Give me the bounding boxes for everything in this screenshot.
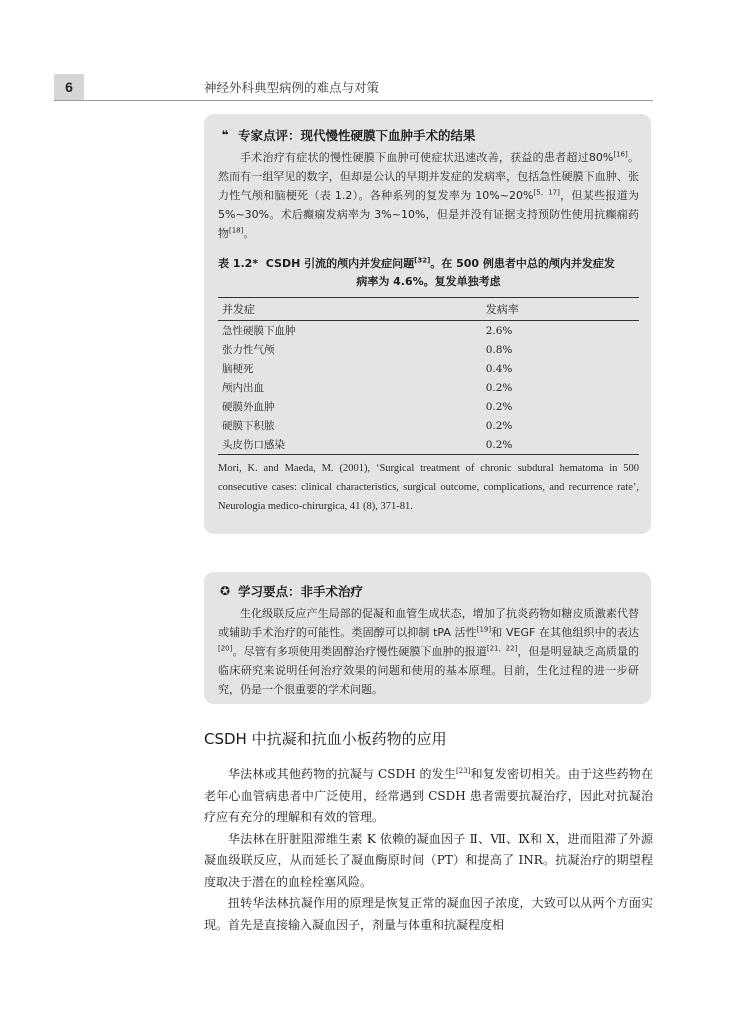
body-paragraph: 扭转华法林抗凝作用的原理是恢复正常的凝血因子浓度，大致可以从两个方面实现。首先是直接输入凝血因子，剂量与体重和抗凝程度相	[204, 896, 653, 932]
table-cell: 0.2%	[485, 419, 513, 432]
citation: [23]	[456, 767, 471, 775]
expert-box-title	[218, 126, 639, 144]
table-cell: 0.2%	[485, 400, 513, 413]
study-points-box	[204, 572, 651, 704]
table-cell: 急性硬膜下血肿	[222, 325, 296, 337]
table-cell: 颅内出血	[222, 382, 264, 394]
table-row	[218, 435, 639, 455]
section-heading: CSDH 中抗凝和抗血小板药物的应用	[204, 730, 447, 748]
text-run: 手术治疗有症状的慢性硬膜下血肿可使症状迅速改善，获益的患者超过80%	[240, 151, 614, 164]
complications-table	[218, 297, 639, 455]
citation: [32]	[414, 256, 431, 265]
header-rule	[54, 100, 653, 101]
table-row	[218, 378, 639, 397]
table-cell: 0.2%	[485, 381, 513, 394]
citation: [18]	[229, 226, 244, 235]
column-header: 发病率	[466, 298, 639, 321]
body-text	[204, 764, 653, 936]
citation: [21，22]	[486, 644, 518, 653]
body-paragraph: 华法林在肝脏阻滞维生素 K 依赖的凝血因子 Ⅱ、Ⅶ、Ⅸ和 Ⅹ，进而阻滞了外源凝血级联反应，从而延长了凝血酶原时间（PT）和提高了 INR。抗凝治疗的期望程度取决于潜在的血栓栓塞风险。	[204, 831, 653, 889]
text-run: 和 VEGF 在其他组织中的表达	[491, 626, 639, 639]
table-label: 表 1.2*	[218, 257, 259, 270]
table-caption	[218, 255, 639, 291]
table-row	[218, 321, 639, 341]
study-box-title-text: 学习要点：非手术治疗	[238, 584, 364, 599]
expert-box-title-text: 专家点评：现代慢性硬膜下血肿手术的结果	[238, 128, 476, 143]
table-cell: 张力性气颅	[222, 344, 275, 356]
table-cell: 硬膜外血肿	[222, 401, 275, 413]
table-row	[218, 397, 639, 416]
text-run: ，但是明显缺乏高质量的临床研究来说明任何治疗效果的问题和使用的基本原理。目前，生化过程的进一步研究，仍是一个很重要的学术问题。	[218, 645, 640, 696]
citation: [16]	[613, 150, 628, 159]
table-cell: 0.2%	[466, 435, 639, 455]
column-header: 并发症	[218, 298, 466, 321]
table-row	[218, 359, 639, 378]
table-cell: 0.8%	[485, 343, 513, 356]
study-box-title	[218, 582, 639, 600]
caption-line-2: 病率为 4.6%。复发单独考虑	[356, 275, 501, 288]
text-run: 生化级联反应产生局部的促凝和血管生成状态，增加了抗炎药物如糖皮质激素代替或辅助手术治疗的可能性。类固醇可以抑制 tPA 活性	[218, 607, 639, 639]
study-box-paragraph	[218, 604, 639, 699]
expert-comment-box	[204, 114, 651, 534]
table-cell: 0.4%	[485, 362, 513, 375]
table-cell: 脑梗死	[222, 363, 254, 375]
text-run: 。尽管有多项使用类固醇治疗慢性硬膜下血肿的报道	[232, 645, 487, 658]
text-run: 华法林或其他药物的抗凝与 CSDH 的发生	[228, 767, 457, 781]
text-run: 。	[243, 227, 255, 240]
table-cell: 2.6%	[485, 324, 513, 337]
page-number: 6	[54, 74, 84, 100]
text-run: ，但某些报道为 5%~30%。术后癫痫发病率为 3%~10%，但是并没有证据支持预防性使用抗癫痫药物	[218, 189, 639, 240]
text-run: 。然而有一组罕见的数字，但却是公认的早期并发症的发病率，包括急性硬膜下血肿、张力性气颅和脑梗死（表 1.2）。各种系列的复发率为 10%~20%	[218, 151, 640, 202]
table-row	[218, 416, 639, 435]
expert-box-paragraph	[218, 148, 639, 243]
text-run: 和复发密切相关。由于这些药物在老年心血管病患者中广泛使用，经常遇到 CSDH 患者需要抗凝治疗，因此对抗凝治疗应有充分的理解和有效的管理。	[204, 767, 653, 824]
citation: [20]	[218, 644, 233, 653]
table-cell: 硬膜下积脓	[222, 420, 275, 432]
caption-text: 。在 500 例患者中总的颅内并发症发	[430, 257, 615, 270]
citation: [19]	[476, 625, 492, 634]
star-icon: ✪	[219, 584, 231, 598]
caption-text: CSDH 引流的颅内并发症问题	[265, 257, 415, 270]
citation: [5，17]	[533, 188, 560, 197]
page-header	[0, 72, 730, 102]
quote-icon: ❝	[221, 128, 229, 142]
table-source-citation: Mori, K. and Maeda, M. (2001), ‘Surgical treatment of chronic subdural hematoma in 500 consecutive cases: clinical characteristics, surgical outcome, complications, and recurrence rate’, Neurologia medico-chirurgica, 41 (8), 371-81.	[218, 463, 639, 512]
table-row	[218, 340, 639, 359]
body-paragraph	[204, 764, 653, 829]
running-head: 神经外科典型病例的难点与对策	[204, 80, 380, 95]
table-cell: 头皮伤口感染	[218, 435, 466, 455]
table-header-row	[218, 298, 639, 321]
